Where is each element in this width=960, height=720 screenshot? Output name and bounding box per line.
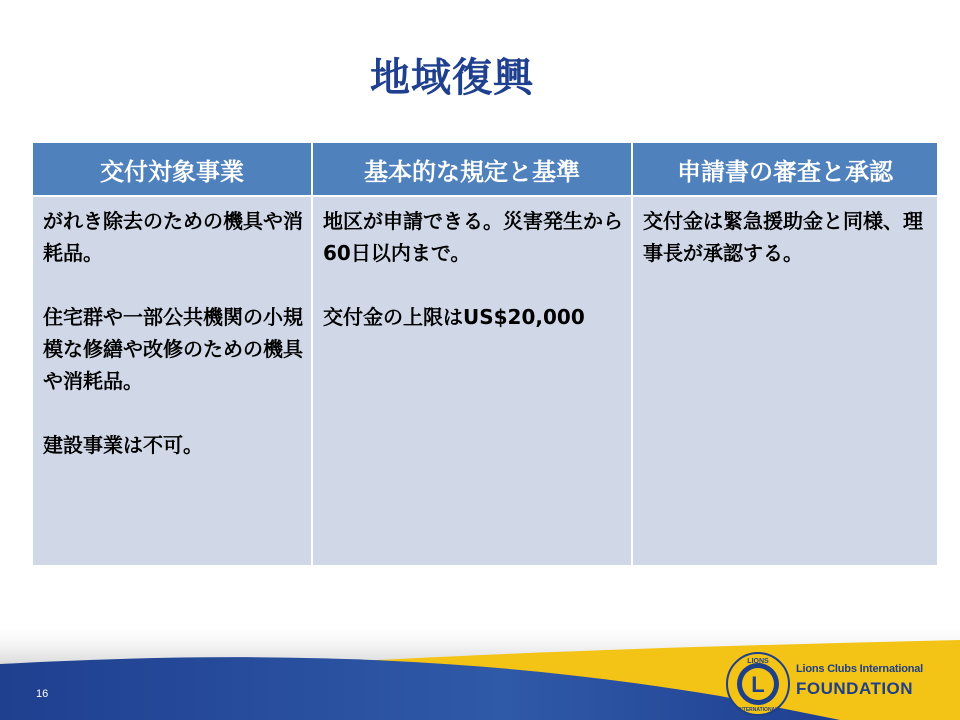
table-cell-review-approval (632, 196, 937, 565)
column-header-review-approval: 申請書の審査と承認 (632, 143, 937, 196)
table-row (33, 196, 937, 565)
table-cell-basic-rules (312, 196, 632, 565)
cell-paragraph: がれき除去のための機具や消耗品。 (43, 209, 303, 265)
foundation-logo-text (796, 664, 923, 697)
cell-paragraph: 地区が申請できる。災害発生から60日以内まで。 (323, 209, 623, 265)
footer-swoosh (0, 600, 960, 720)
table-cell-eligible-projects (33, 196, 312, 565)
page-number: 16 (36, 688, 49, 700)
column-header-eligible-projects: 交付対象事業 (33, 143, 312, 196)
logo-line-lions-clubs: Lions Clubs International (796, 663, 924, 675)
svg-text:LIONS: LIONS (747, 658, 769, 665)
column-header-basic-rules: 基本的な規定と基準 (312, 143, 632, 196)
logo-line-foundation: FOUNDATION (796, 679, 914, 698)
cell-paragraph: 住宅群や一部公共機関の小規模な修繕や改修のための機具や消耗品。 (43, 305, 303, 393)
table-header-row (33, 143, 937, 196)
cell-paragraph: 交付金は緊急援助金と同様、理事長が承認する。 (643, 209, 923, 265)
svg-text:L: L (751, 672, 765, 697)
cell-paragraph: 建設事業は不可。 (43, 433, 203, 457)
grant-criteria-table (33, 143, 937, 565)
slide-title: 地域復興 (370, 55, 534, 101)
cell-paragraph: 交付金の上限はUS$20,000 (323, 305, 585, 329)
lions-emblem-icon (726, 652, 790, 716)
svg-text:INTERNATIONAL: INTERNATIONAL (737, 707, 779, 713)
